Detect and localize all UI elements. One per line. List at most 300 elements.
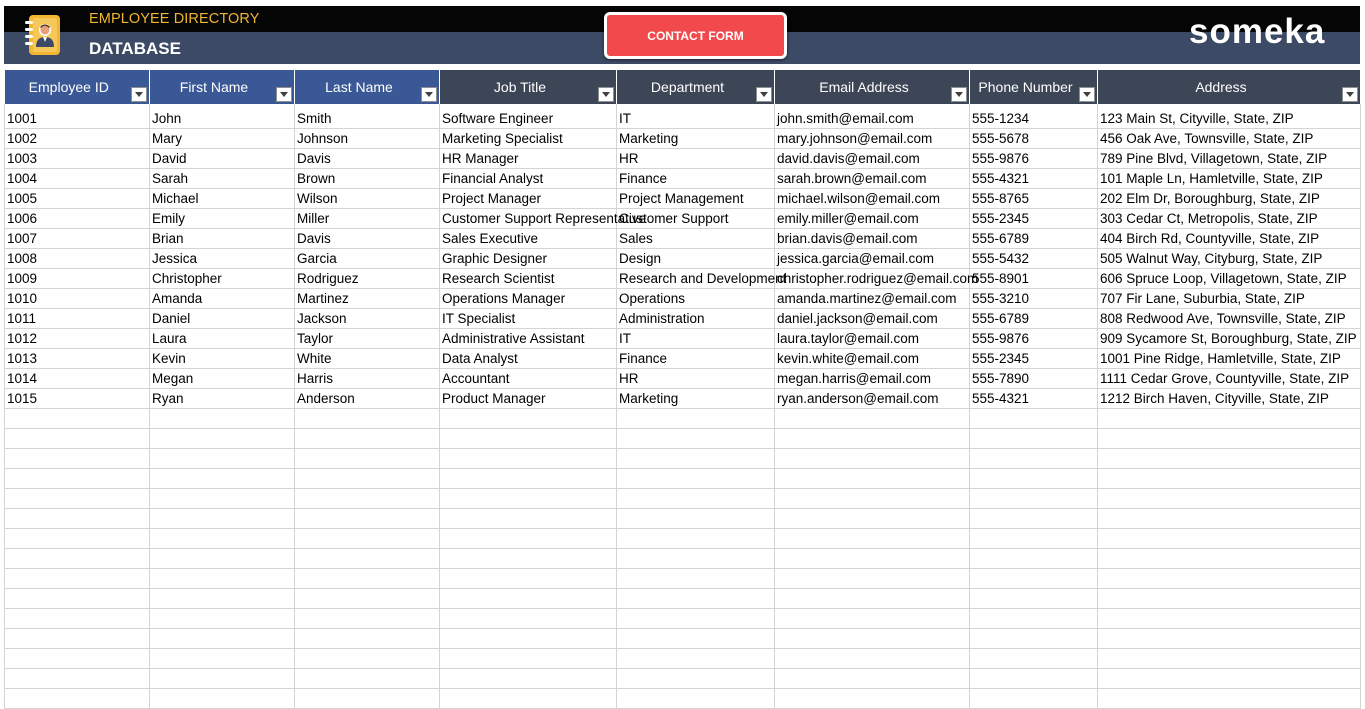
brand-logo: someka (1189, 12, 1326, 51)
empty-cell[interactable] (150, 688, 295, 708)
empty-cell[interactable] (150, 508, 295, 528)
filter-dropdown-icon[interactable] (1079, 87, 1095, 102)
table-cell[interactable]: brian.davis@email.com (775, 228, 970, 248)
table-cell[interactable]: Project Manager (440, 188, 617, 208)
table-row (5, 188, 1361, 208)
table-cell[interactable]: 555-5432 (970, 248, 1098, 268)
empty-cell[interactable] (1098, 568, 1361, 588)
empty-cell[interactable] (5, 648, 150, 668)
table-cell[interactable]: Sarah (150, 168, 295, 188)
empty-cell[interactable] (1098, 588, 1361, 608)
table-cell[interactable]: Miller (295, 208, 440, 228)
empty-cell[interactable] (617, 528, 775, 548)
table-cell[interactable]: HR (617, 148, 775, 168)
table-cell[interactable]: sarah.brown@email.com (775, 168, 970, 188)
table-cell[interactable]: HR Manager (440, 148, 617, 168)
table-cell[interactable]: 555-7890 (970, 368, 1098, 388)
table-cell[interactable]: Kevin (150, 348, 295, 368)
column-header-label: Last Name (325, 79, 393, 95)
table-cell[interactable]: 1010 (5, 288, 150, 308)
empty-cell[interactable] (970, 448, 1098, 468)
empty-cell[interactable] (1098, 688, 1361, 708)
empty-cell[interactable] (295, 488, 440, 508)
empty-cell[interactable] (970, 648, 1098, 668)
empty-cell[interactable] (775, 468, 970, 488)
empty-cell[interactable] (1098, 448, 1361, 468)
empty-cell[interactable] (970, 508, 1098, 528)
empty-cell[interactable] (295, 548, 440, 568)
table-cell[interactable]: 1008 (5, 248, 150, 268)
table-cell[interactable]: Garcia (295, 248, 440, 268)
empty-cell[interactable] (440, 428, 617, 448)
empty-cell[interactable] (440, 488, 617, 508)
empty-cell[interactable] (1098, 668, 1361, 688)
empty-cell[interactable] (1098, 408, 1361, 428)
empty-row (5, 568, 1361, 588)
table-row (5, 208, 1361, 228)
table-cell[interactable]: Anderson (295, 388, 440, 408)
table-cell[interactable]: mary.johnson@email.com (775, 128, 970, 148)
empty-row (5, 408, 1361, 428)
table-cell[interactable]: IT Specialist (440, 308, 617, 328)
table-cell[interactable]: 1015 (5, 388, 150, 408)
table-cell[interactable]: Rodriguez (295, 268, 440, 288)
empty-cell[interactable] (617, 488, 775, 508)
empty-cell[interactable] (775, 568, 970, 588)
table-cell[interactable]: Mary (150, 128, 295, 148)
empty-cell[interactable] (440, 468, 617, 488)
table-cell[interactable]: 555-2345 (970, 208, 1098, 228)
table-cell[interactable]: Finance (617, 348, 775, 368)
column-header-email-address[interactable] (775, 70, 970, 104)
table-cell[interactable]: Sales (617, 228, 775, 248)
empty-cell[interactable] (1098, 508, 1361, 528)
empty-cell[interactable] (775, 548, 970, 568)
empty-cell[interactable] (970, 428, 1098, 448)
table-cell[interactable]: Marketing (617, 128, 775, 148)
table-cell[interactable]: Financial Analyst (440, 168, 617, 188)
empty-cell[interactable] (295, 428, 440, 448)
empty-cell[interactable] (295, 628, 440, 648)
table-cell[interactable]: 202 Elm Dr, Boroughburg, State, ZIP (1098, 188, 1361, 208)
table-cell[interactable]: 555-4321 (970, 168, 1098, 188)
table-row (5, 148, 1361, 168)
table-cell[interactable]: Jessica (150, 248, 295, 268)
table-cell[interactable]: Administration (617, 308, 775, 328)
table-cell[interactable]: Research Scientist (440, 268, 617, 288)
table-cell[interactable]: daniel.jackson@email.com (775, 308, 970, 328)
empty-cell[interactable] (440, 648, 617, 668)
table-cell[interactable]: Graphic Designer (440, 248, 617, 268)
empty-cell[interactable] (1098, 488, 1361, 508)
empty-cell[interactable] (5, 688, 150, 708)
table-cell[interactable]: 1012 (5, 328, 150, 348)
empty-row (5, 468, 1361, 488)
empty-cell[interactable] (5, 588, 150, 608)
table-cell[interactable]: IT (617, 328, 775, 348)
empty-cell[interactable] (617, 588, 775, 608)
empty-cell[interactable] (1098, 528, 1361, 548)
table-cell[interactable]: Data Analyst (440, 348, 617, 368)
table-cell[interactable]: 555-5678 (970, 128, 1098, 148)
empty-cell[interactable] (1098, 628, 1361, 648)
table-cell[interactable]: laura.taylor@email.com (775, 328, 970, 348)
empty-cell[interactable] (775, 488, 970, 508)
empty-row (5, 688, 1361, 708)
table-cell[interactable]: Megan (150, 368, 295, 388)
table-cell[interactable]: Laura (150, 328, 295, 348)
empty-cell[interactable] (5, 488, 150, 508)
empty-cell[interactable] (617, 608, 775, 628)
empty-cell[interactable] (1098, 648, 1361, 668)
table-cell[interactable]: 123 Main St, Cityville, State, ZIP (1098, 104, 1361, 128)
table-cell[interactable]: Davis (295, 228, 440, 248)
table-cell[interactable]: Marketing Specialist (440, 128, 617, 148)
table-cell[interactable]: 101 Maple Ln, Hamletville, State, ZIP (1098, 168, 1361, 188)
table-cell[interactable]: ryan.anderson@email.com (775, 388, 970, 408)
table-cell[interactable]: Johnson (295, 128, 440, 148)
empty-cell[interactable] (617, 508, 775, 528)
empty-cell[interactable] (775, 528, 970, 548)
empty-cell[interactable] (440, 628, 617, 648)
table-cell[interactable]: Jackson (295, 308, 440, 328)
filter-dropdown-icon[interactable] (756, 87, 772, 102)
table-cell[interactable]: Martinez (295, 288, 440, 308)
table-cell[interactable]: 1011 (5, 308, 150, 328)
table-cell[interactable]: 555-6789 (970, 228, 1098, 248)
table-cell[interactable]: megan.harris@email.com (775, 368, 970, 388)
table-cell[interactable]: 789 Pine Blvd, Villagetown, State, ZIP (1098, 148, 1361, 168)
table-cell[interactable]: Design (617, 248, 775, 268)
empty-cell[interactable] (970, 608, 1098, 628)
empty-cell[interactable] (440, 508, 617, 528)
empty-cell[interactable] (150, 668, 295, 688)
employee-table (4, 70, 1360, 700)
column-header-label: Employee ID (28, 79, 109, 95)
empty-cell[interactable] (5, 628, 150, 648)
empty-cell[interactable] (150, 648, 295, 668)
empty-cell[interactable] (150, 628, 295, 648)
table-cell[interactable]: 456 Oak Ave, Townsville, State, ZIP (1098, 128, 1361, 148)
table-cell[interactable]: Michael (150, 188, 295, 208)
empty-cell[interactable] (775, 448, 970, 468)
empty-cell[interactable] (970, 548, 1098, 568)
empty-row (5, 588, 1361, 608)
table-cell[interactable]: Software Engineer (440, 104, 617, 128)
table-row (5, 348, 1361, 368)
empty-cell[interactable] (617, 668, 775, 688)
table-cell[interactable]: 555-8765 (970, 188, 1098, 208)
table-cell[interactable]: 555-9876 (970, 328, 1098, 348)
table-cell[interactable]: 1001 Pine Ridge, Hamletville, State, ZIP (1098, 348, 1361, 368)
column-header-label: First Name (179, 79, 249, 95)
empty-cell[interactable] (5, 508, 150, 528)
column-header-label: Department (650, 79, 725, 95)
empty-cell[interactable] (5, 668, 150, 688)
empty-cell[interactable] (440, 548, 617, 568)
column-header-phone-number[interactable] (970, 70, 1098, 104)
table-cell[interactable]: 1013 (5, 348, 150, 368)
table-cell[interactable]: 909 Sycamore St, Boroughburg, State, ZIP (1098, 328, 1361, 348)
table-cell[interactable]: 404 Birch Rd, Countyville, State, ZIP (1098, 228, 1361, 248)
table-cell[interactable]: Accountant (440, 368, 617, 388)
table-cell[interactable]: 555-2345 (970, 348, 1098, 368)
table-cell[interactable]: Daniel (150, 308, 295, 328)
table-cell[interactable]: 1004 (5, 168, 150, 188)
empty-cell[interactable] (440, 668, 617, 688)
table-cell[interactable]: 555-8901 (970, 268, 1098, 288)
empty-cell[interactable] (150, 468, 295, 488)
table-cell[interactable]: 1006 (5, 208, 150, 228)
table-cell[interactable]: Marketing (617, 388, 775, 408)
table-cell[interactable]: 606 Spruce Loop, Villagetown, State, ZIP (1098, 268, 1361, 288)
empty-cell[interactable] (5, 448, 150, 468)
empty-cell[interactable] (617, 468, 775, 488)
empty-cell[interactable] (5, 528, 150, 548)
empty-row (5, 508, 1361, 528)
empty-row (5, 668, 1361, 688)
empty-cell[interactable] (295, 648, 440, 668)
empty-cell[interactable] (1098, 428, 1361, 448)
empty-cell[interactable] (295, 528, 440, 548)
table-row (5, 288, 1361, 308)
table-row (5, 388, 1361, 408)
empty-cell[interactable] (295, 688, 440, 708)
empty-cell[interactable] (775, 508, 970, 528)
table-row (5, 308, 1361, 328)
empty-row (5, 608, 1361, 628)
empty-cell[interactable] (440, 528, 617, 548)
empty-cell[interactable] (775, 628, 970, 648)
filter-dropdown-icon[interactable] (598, 87, 614, 102)
table-row (5, 104, 1361, 128)
empty-cell[interactable] (617, 628, 775, 648)
table-cell[interactable]: Research and Development (617, 268, 775, 288)
column-header-first-name[interactable] (150, 70, 295, 104)
table-cell[interactable]: Administrative Assistant (440, 328, 617, 348)
table-cell[interactable]: 303 Cedar Ct, Metropolis, State, ZIP (1098, 208, 1361, 228)
table-row (5, 168, 1361, 188)
empty-cell[interactable] (1098, 468, 1361, 488)
table-cell[interactable]: HR (617, 368, 775, 388)
empty-cell[interactable] (775, 608, 970, 628)
table-cell[interactable]: Brian (150, 228, 295, 248)
empty-cell[interactable] (970, 528, 1098, 548)
empty-cell[interactable] (295, 608, 440, 628)
empty-cell[interactable] (150, 548, 295, 568)
table-cell[interactable]: Operations (617, 288, 775, 308)
empty-cell[interactable] (150, 488, 295, 508)
contact-form-button[interactable]: CONTACT FORM (604, 12, 787, 59)
empty-cell[interactable] (970, 408, 1098, 428)
empty-cell[interactable] (440, 588, 617, 608)
table-row (5, 128, 1361, 148)
empty-cell[interactable] (5, 548, 150, 568)
table-cell[interactable]: Product Manager (440, 388, 617, 408)
table-cell[interactable]: Project Management (617, 188, 775, 208)
table-cell[interactable]: 1009 (5, 268, 150, 288)
table-cell[interactable]: Christopher (150, 268, 295, 288)
table-cell[interactable]: david.davis@email.com (775, 148, 970, 168)
filter-dropdown-icon[interactable] (951, 87, 967, 102)
app-title: EMPLOYEE DIRECTORY (89, 11, 260, 27)
table-cell[interactable]: 1003 (5, 148, 150, 168)
table-cell[interactable]: White (295, 348, 440, 368)
column-header-label: Phone Number (978, 79, 1073, 95)
table-cell[interactable]: Amanda (150, 288, 295, 308)
empty-cell[interactable] (617, 688, 775, 708)
empty-cell[interactable] (440, 688, 617, 708)
table-cell[interactable]: 808 Redwood Ave, Townsville, State, ZIP (1098, 308, 1361, 328)
column-header-address[interactable] (1098, 70, 1361, 104)
empty-cell[interactable] (617, 408, 775, 428)
table-cell[interactable]: Taylor (295, 328, 440, 348)
column-header-job-title[interactable] (440, 70, 617, 104)
table-cell[interactable]: Ryan (150, 388, 295, 408)
page-title: DATABASE (89, 39, 181, 58)
table-cell[interactable]: Davis (295, 148, 440, 168)
table-body (5, 104, 1361, 708)
empty-cell[interactable] (440, 568, 617, 588)
empty-cell[interactable] (440, 608, 617, 628)
table-cell[interactable]: Smith (295, 104, 440, 128)
empty-cell[interactable] (295, 588, 440, 608)
empty-cell[interactable] (617, 648, 775, 668)
empty-cell[interactable] (775, 688, 970, 708)
table-cell[interactable]: 555-6789 (970, 308, 1098, 328)
column-header-label: Job Title (493, 79, 547, 95)
empty-cell[interactable] (617, 548, 775, 568)
empty-cell[interactable] (617, 568, 775, 588)
empty-cell[interactable] (617, 448, 775, 468)
empty-cell[interactable] (5, 468, 150, 488)
table-cell[interactable]: 505 Walnut Way, Cityburg, State, ZIP (1098, 248, 1361, 268)
table-row (5, 228, 1361, 248)
table-cell[interactable]: 555-3210 (970, 288, 1098, 308)
empty-row (5, 548, 1361, 568)
empty-cell[interactable] (775, 588, 970, 608)
empty-cell[interactable] (295, 668, 440, 688)
filter-dropdown-icon[interactable] (421, 87, 437, 102)
table-cell[interactable]: michael.wilson@email.com (775, 188, 970, 208)
empty-cell[interactable] (617, 428, 775, 448)
empty-cell[interactable] (295, 508, 440, 528)
table-cell[interactable]: John (150, 104, 295, 128)
table-cell[interactable]: amanda.martinez@email.com (775, 288, 970, 308)
table-cell[interactable]: David (150, 148, 295, 168)
table-cell[interactable]: 555-4321 (970, 388, 1098, 408)
table-cell[interactable]: 1001 (5, 104, 150, 128)
table-row (5, 248, 1361, 268)
empty-cell[interactable] (5, 568, 150, 588)
filter-dropdown-icon[interactable] (276, 87, 292, 102)
table-cell[interactable]: Emily (150, 208, 295, 228)
empty-cell[interactable] (150, 428, 295, 448)
column-header-label: Email Address (819, 79, 909, 95)
table-cell[interactable]: Customer Support Representative (440, 208, 617, 228)
empty-cell[interactable] (150, 608, 295, 628)
empty-cell[interactable] (970, 568, 1098, 588)
empty-cell[interactable] (150, 528, 295, 548)
table-header-row (5, 70, 1361, 104)
empty-cell[interactable] (1098, 608, 1361, 628)
table-cell[interactable]: IT (617, 104, 775, 128)
empty-cell[interactable] (440, 448, 617, 468)
empty-cell[interactable] (775, 428, 970, 448)
table-row (5, 328, 1361, 348)
table-cell[interactable]: 1212 Birch Haven, Cityville, State, ZIP (1098, 388, 1361, 408)
empty-row (5, 528, 1361, 548)
empty-cell[interactable] (1098, 548, 1361, 568)
empty-cell[interactable] (775, 408, 970, 428)
empty-cell[interactable] (150, 408, 295, 428)
empty-row (5, 488, 1361, 508)
table-cell[interactable]: kevin.white@email.com (775, 348, 970, 368)
table-row (5, 268, 1361, 288)
table-cell[interactable]: christopher.rodriguez@email.com (775, 268, 970, 288)
empty-cell[interactable] (150, 588, 295, 608)
table-cell[interactable]: Operations Manager (440, 288, 617, 308)
table-cell[interactable]: Customer Support (617, 208, 775, 228)
table-cell[interactable]: 1111 Cedar Grove, Countyville, State, ZIP (1098, 368, 1361, 388)
table-cell[interactable]: 555-9876 (970, 148, 1098, 168)
table-row (5, 368, 1361, 388)
empty-cell[interactable] (295, 468, 440, 488)
column-header-last-name[interactable] (295, 70, 440, 104)
empty-cell[interactable] (440, 408, 617, 428)
table-cell[interactable]: john.smith@email.com (775, 104, 970, 128)
table-cell[interactable]: 1005 (5, 188, 150, 208)
empty-cell[interactable] (150, 448, 295, 468)
empty-cell[interactable] (970, 468, 1098, 488)
empty-cell[interactable] (5, 408, 150, 428)
empty-cell[interactable] (970, 488, 1098, 508)
column-header-label: Address (1195, 79, 1247, 95)
empty-cell[interactable] (5, 428, 150, 448)
table-cell[interactable]: 707 Fir Lane, Suburbia, State, ZIP (1098, 288, 1361, 308)
table-cell[interactable]: Harris (295, 368, 440, 388)
empty-cell[interactable] (295, 568, 440, 588)
table-cell[interactable]: jessica.garcia@email.com (775, 248, 970, 268)
empty-cell[interactable] (775, 668, 970, 688)
table-cell[interactable]: emily.miller@email.com (775, 208, 970, 228)
empty-cell[interactable] (970, 668, 1098, 688)
empty-cell[interactable] (150, 568, 295, 588)
column-header-employee-id[interactable] (5, 70, 150, 104)
empty-cell[interactable] (970, 588, 1098, 608)
empty-cell[interactable] (295, 408, 440, 428)
table-cell[interactable]: 1014 (5, 368, 150, 388)
column-header-department[interactable] (617, 70, 775, 104)
table-cell[interactable]: 1007 (5, 228, 150, 248)
empty-row (5, 428, 1361, 448)
empty-cell[interactable] (295, 448, 440, 468)
table-cell[interactable]: Finance (617, 168, 775, 188)
table-cell[interactable]: 555-1234 (970, 104, 1098, 128)
empty-cell[interactable] (775, 648, 970, 668)
table-cell[interactable]: Wilson (295, 188, 440, 208)
address-book-icon (24, 13, 64, 57)
table-cell[interactable]: Brown (295, 168, 440, 188)
empty-cell[interactable] (970, 688, 1098, 708)
filter-dropdown-icon[interactable] (131, 87, 147, 102)
filter-dropdown-icon[interactable] (1342, 87, 1358, 102)
empty-row (5, 628, 1361, 648)
table-cell[interactable]: 1002 (5, 128, 150, 148)
table-cell[interactable]: Sales Executive (440, 228, 617, 248)
empty-cell[interactable] (5, 608, 150, 628)
empty-cell[interactable] (970, 628, 1098, 648)
